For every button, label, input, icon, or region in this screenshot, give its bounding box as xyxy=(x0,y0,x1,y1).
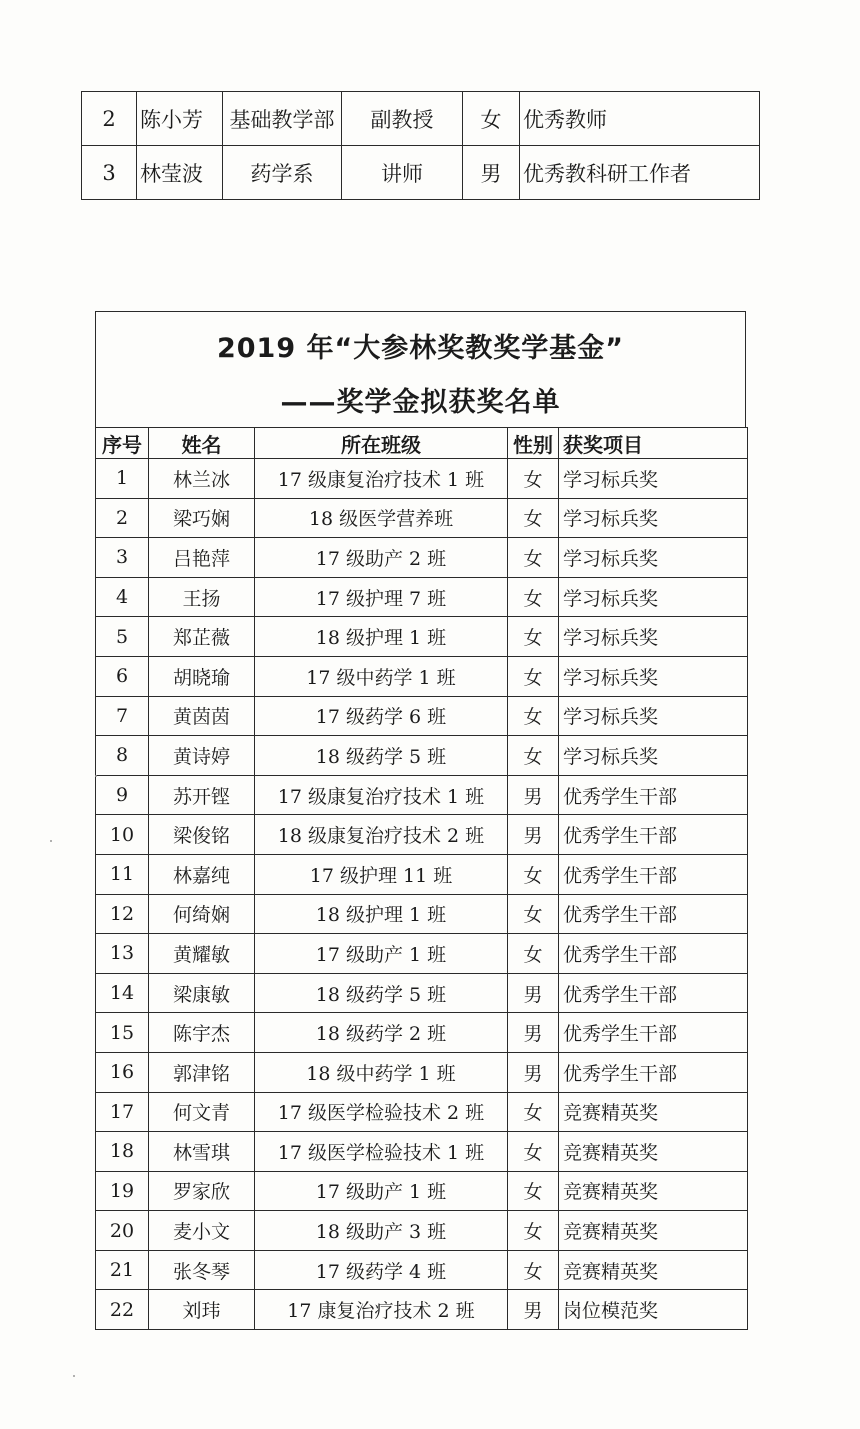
cell-no: 21 xyxy=(96,1250,149,1290)
cell-class: 17 级助产 1 班 xyxy=(255,1171,508,1211)
table-row xyxy=(96,617,748,657)
cell-award: 优秀学生干部 xyxy=(559,1052,748,1092)
cell-name: 罗家欣 xyxy=(149,1171,255,1211)
table-row xyxy=(96,459,748,499)
cell-name: 梁俊铭 xyxy=(149,815,255,855)
cell-gender: 女 xyxy=(508,656,559,696)
cell-title: 讲师 xyxy=(342,146,463,200)
cell-class: 17 级康复治疗技术 1 班 xyxy=(255,775,508,815)
cell-name: 黄茵茵 xyxy=(149,696,255,736)
cell-name: 麦小文 xyxy=(149,1211,255,1251)
cell-no: 7 xyxy=(96,696,149,736)
table-row xyxy=(96,1132,748,1172)
cell-class: 17 级护理 11 班 xyxy=(255,854,508,894)
cell-name: 张冬琴 xyxy=(149,1250,255,1290)
cell-gender: 女 xyxy=(508,736,559,776)
cell-gender: 男 xyxy=(463,146,520,200)
table-row xyxy=(96,1211,748,1251)
cell-class: 17 级助产 1 班 xyxy=(255,934,508,974)
cell-no: 10 xyxy=(96,815,149,855)
scan-speck xyxy=(50,840,52,842)
cell-name: 梁康敏 xyxy=(149,973,255,1013)
cell-no: 11 xyxy=(96,854,149,894)
cell-class: 18 级护理 1 班 xyxy=(255,894,508,934)
cell-no: 4 xyxy=(96,577,149,617)
header-award: 获奖项目 xyxy=(559,428,748,459)
cell-award: 优秀学生干部 xyxy=(559,934,748,974)
cell-name: 陈小芳 xyxy=(137,92,223,146)
cell-gender: 女 xyxy=(508,577,559,617)
cell-name: 黄诗婷 xyxy=(149,736,255,776)
cell-award: 竞赛精英奖 xyxy=(559,1250,748,1290)
cell-award: 竞赛精英奖 xyxy=(559,1092,748,1132)
table-row xyxy=(82,146,760,200)
cell-name: 郑芷薇 xyxy=(149,617,255,657)
cell-no: 3 xyxy=(96,538,149,578)
cell-name: 梁巧娴 xyxy=(149,498,255,538)
header-name: 姓名 xyxy=(149,428,255,459)
header-gender: 性别 xyxy=(508,428,559,459)
cell-award: 优秀学生干部 xyxy=(559,775,748,815)
cell-gender: 女 xyxy=(508,854,559,894)
cell-no: 16 xyxy=(96,1052,149,1092)
table-row xyxy=(96,934,748,974)
cell-no: 14 xyxy=(96,973,149,1013)
staff-award-table xyxy=(81,91,760,200)
cell-no: 19 xyxy=(96,1171,149,1211)
cell-class: 17 级助产 2 班 xyxy=(255,538,508,578)
table-row xyxy=(96,696,748,736)
cell-no: 6 xyxy=(96,656,149,696)
scholarship-title: 2019 年“大参林奖教奖学基金” xyxy=(216,333,625,364)
cell-gender: 男 xyxy=(508,973,559,1013)
cell-award: 岗位模范奖 xyxy=(559,1290,748,1330)
cell-gender: 男 xyxy=(508,1290,559,1330)
cell-gender: 男 xyxy=(508,775,559,815)
cell-name: 黄耀敏 xyxy=(149,934,255,974)
cell-name: 何文青 xyxy=(149,1092,255,1132)
cell-class: 17 级药学 6 班 xyxy=(255,696,508,736)
cell-award: 竞赛精英奖 xyxy=(559,1211,748,1251)
scholarship-subtitle: ——奖学金拟获奖名单 xyxy=(280,387,561,418)
cell-award: 优秀教科研工作者 xyxy=(520,146,760,200)
cell-gender: 女 xyxy=(508,1092,559,1132)
table-row xyxy=(96,736,748,776)
cell-class: 18 级康复治疗技术 2 班 xyxy=(255,815,508,855)
cell-gender: 女 xyxy=(508,894,559,934)
cell-name: 林莹波 xyxy=(137,146,223,200)
cell-gender: 女 xyxy=(508,617,559,657)
table-row xyxy=(96,973,748,1013)
cell-name: 林嘉纯 xyxy=(149,854,255,894)
cell-gender: 男 xyxy=(508,1052,559,1092)
cell-no: 12 xyxy=(96,894,149,934)
cell-award: 学习标兵奖 xyxy=(559,459,748,499)
table-row xyxy=(96,1013,748,1053)
header-no: 序号 xyxy=(96,428,149,459)
cell-name: 吕艳萍 xyxy=(149,538,255,578)
table-row xyxy=(96,656,748,696)
cell-no: 2 xyxy=(96,498,149,538)
cell-name: 陈宇杰 xyxy=(149,1013,255,1053)
cell-name: 郭津铭 xyxy=(149,1052,255,1092)
table-row xyxy=(96,498,748,538)
cell-no: 3 xyxy=(82,146,137,200)
cell-name: 胡晓瑜 xyxy=(149,656,255,696)
cell-gender: 男 xyxy=(508,1013,559,1053)
cell-gender: 女 xyxy=(508,1132,559,1172)
cell-no: 13 xyxy=(96,934,149,974)
header-class: 所在班级 xyxy=(255,428,508,459)
cell-award: 优秀学生干部 xyxy=(559,854,748,894)
cell-class: 17 级药学 4 班 xyxy=(255,1250,508,1290)
table-row xyxy=(96,1290,748,1330)
cell-name: 刘玮 xyxy=(149,1290,255,1330)
table-row xyxy=(96,815,748,855)
scan-speck xyxy=(95,775,97,777)
scholarship-table-body xyxy=(96,459,748,1330)
cell-award: 优秀学生干部 xyxy=(559,894,748,934)
table-row xyxy=(96,1092,748,1132)
cell-award: 学习标兵奖 xyxy=(559,656,748,696)
cell-gender: 女 xyxy=(508,1250,559,1290)
cell-no: 20 xyxy=(96,1211,149,1251)
cell-dept: 药学系 xyxy=(223,146,342,200)
cell-gender: 女 xyxy=(508,1211,559,1251)
scholarship-table xyxy=(95,427,748,1330)
cell-class: 17 级康复治疗技术 1 班 xyxy=(255,459,508,499)
cell-name: 何绮娴 xyxy=(149,894,255,934)
table-row xyxy=(96,854,748,894)
cell-class: 17 级医学检验技术 2 班 xyxy=(255,1092,508,1132)
cell-no: 1 xyxy=(96,459,149,499)
cell-gender: 女 xyxy=(508,1171,559,1211)
cell-class: 17 级中药学 1 班 xyxy=(255,656,508,696)
cell-award: 优秀教师 xyxy=(520,92,760,146)
cell-class: 18 级药学 5 班 xyxy=(255,973,508,1013)
scan-speck xyxy=(73,1375,75,1377)
table-header-row xyxy=(96,428,748,459)
cell-gender: 女 xyxy=(508,498,559,538)
cell-name: 林兰冰 xyxy=(149,459,255,499)
table-row xyxy=(96,775,748,815)
cell-award: 学习标兵奖 xyxy=(559,617,748,657)
cell-class: 17 级医学检验技术 1 班 xyxy=(255,1132,508,1172)
cell-no: 15 xyxy=(96,1013,149,1053)
cell-award: 竞赛精英奖 xyxy=(559,1171,748,1211)
cell-award: 竞赛精英奖 xyxy=(559,1132,748,1172)
cell-class: 18 级医学营养班 xyxy=(255,498,508,538)
cell-gender: 女 xyxy=(508,459,559,499)
cell-award: 学习标兵奖 xyxy=(559,538,748,578)
cell-class: 18 级药学 5 班 xyxy=(255,736,508,776)
cell-no: 22 xyxy=(96,1290,149,1330)
cell-gender: 女 xyxy=(463,92,520,146)
cell-class: 18 级中药学 1 班 xyxy=(255,1052,508,1092)
cell-class: 17 级护理 7 班 xyxy=(255,577,508,617)
table-row xyxy=(82,92,760,146)
cell-award: 优秀学生干部 xyxy=(559,1013,748,1053)
cell-gender: 女 xyxy=(508,934,559,974)
cell-award: 学习标兵奖 xyxy=(559,696,748,736)
cell-title: 副教授 xyxy=(342,92,463,146)
cell-award: 优秀学生干部 xyxy=(559,973,748,1013)
cell-name: 王扬 xyxy=(149,577,255,617)
cell-no: 9 xyxy=(96,775,149,815)
table-row xyxy=(96,1250,748,1290)
cell-name: 林雪琪 xyxy=(149,1132,255,1172)
table-row xyxy=(96,577,748,617)
table-row xyxy=(96,1171,748,1211)
cell-gender: 女 xyxy=(508,696,559,736)
cell-name: 苏开铿 xyxy=(149,775,255,815)
cell-award: 学习标兵奖 xyxy=(559,577,748,617)
cell-class: 18 级助产 3 班 xyxy=(255,1211,508,1251)
cell-no: 17 xyxy=(96,1092,149,1132)
cell-award: 学习标兵奖 xyxy=(559,498,748,538)
table-row xyxy=(96,1052,748,1092)
cell-no: 8 xyxy=(96,736,149,776)
cell-class: 17 康复治疗技术 2 班 xyxy=(255,1290,508,1330)
cell-class: 18 级护理 1 班 xyxy=(255,617,508,657)
staff-table-body xyxy=(82,92,760,200)
cell-class: 18 级药学 2 班 xyxy=(255,1013,508,1053)
cell-no: 2 xyxy=(82,92,137,146)
cell-award: 优秀学生干部 xyxy=(559,815,748,855)
cell-gender: 女 xyxy=(508,538,559,578)
table-row xyxy=(96,538,748,578)
scholarship-title-box xyxy=(95,311,746,427)
cell-no: 18 xyxy=(96,1132,149,1172)
cell-no: 5 xyxy=(96,617,149,657)
cell-dept: 基础教学部 xyxy=(223,92,342,146)
cell-award: 学习标兵奖 xyxy=(559,736,748,776)
cell-gender: 男 xyxy=(508,815,559,855)
table-row xyxy=(96,894,748,934)
